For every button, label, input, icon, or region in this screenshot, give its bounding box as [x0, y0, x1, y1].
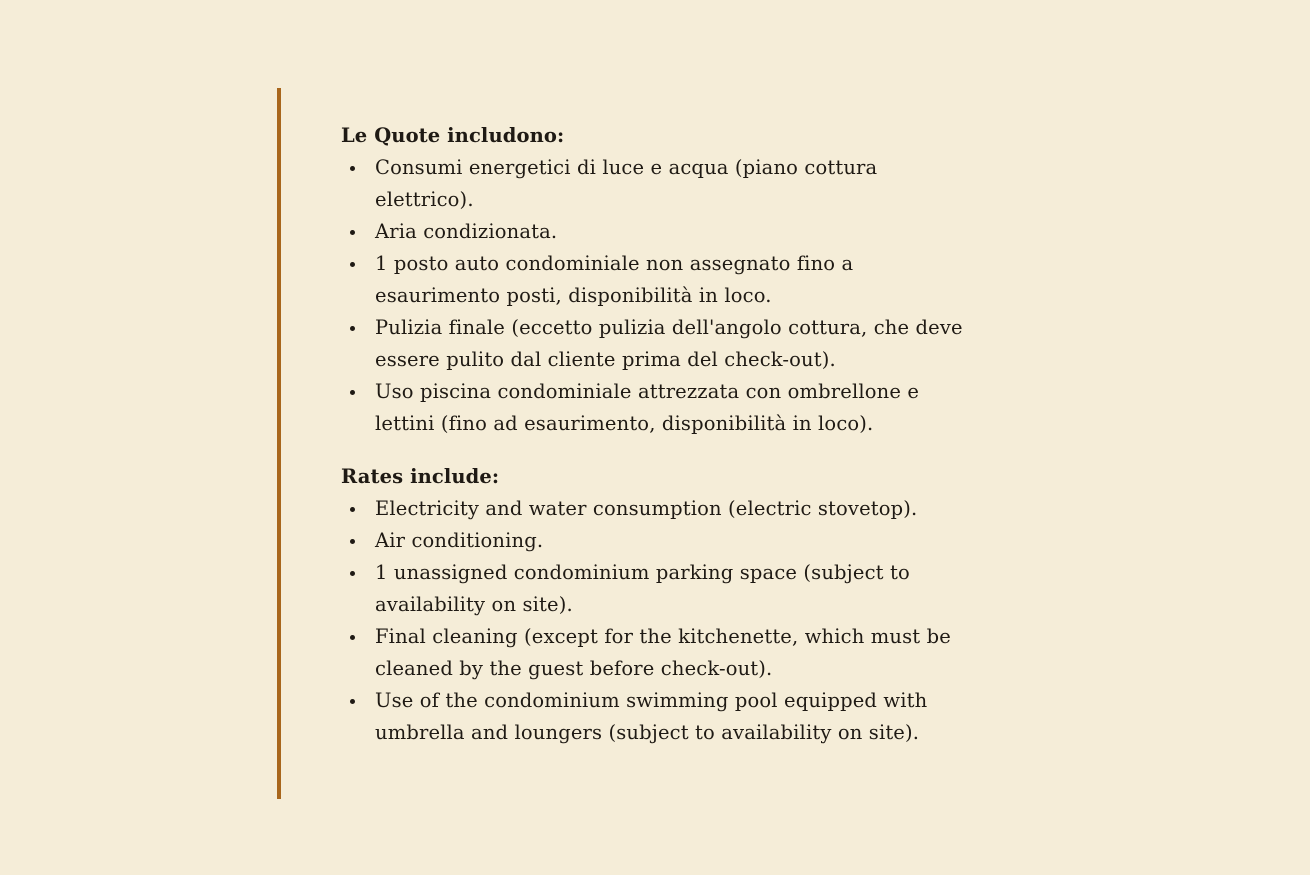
accent-bar: [277, 88, 281, 799]
list-item: [341, 312, 981, 376]
list-item: [341, 557, 981, 621]
list-item: [341, 376, 981, 440]
list-item-text: Aria condizionata.: [375, 220, 558, 243]
section-title-italian: Le Quote includono:: [341, 124, 565, 147]
bullet-icon: [350, 699, 355, 704]
list-item: [341, 493, 981, 525]
bullet-icon: [350, 507, 355, 512]
list-item-text: Consumi energetici di luce e acqua (piano cottura elettrico).: [375, 156, 878, 211]
list-item-text: Pulizia finale (eccetto pulizia dell'angolo cottura, che deve essere pulito dal cliente prima del check-out).: [375, 316, 963, 371]
bullet-icon: [350, 262, 355, 267]
rates-info: [341, 120, 981, 749]
bullet-icon: [350, 539, 355, 544]
bullet-icon: [350, 635, 355, 640]
list-item: [341, 248, 981, 312]
bullet-icon: [350, 390, 355, 395]
list-item: [341, 216, 981, 248]
list-item-text: 1 unassigned condominium parking space (subject to availability on site).: [375, 561, 910, 616]
bullet-icon: [350, 230, 355, 235]
list-item-text: Electricity and water consumption (electric stovetop).: [375, 497, 918, 520]
bullet-icon: [350, 326, 355, 331]
section-italian: [341, 120, 981, 440]
section-english: [341, 461, 981, 749]
bullet-icon: [350, 571, 355, 576]
list-item-text: Use of the condominium swimming pool equipped with umbrella and loungers (subject to availability on site).: [375, 689, 928, 744]
list-item: [341, 621, 981, 685]
list-item-text: Final cleaning (except for the kitchenette, which must be cleaned by the guest before check-out).: [375, 625, 951, 680]
list-item: [341, 152, 981, 216]
list-italian: [341, 152, 981, 440]
list-item: [341, 685, 981, 749]
list-item-text: Air conditioning.: [375, 529, 544, 552]
list-item-text: Uso piscina condominiale attrezzata con ombrellone e lettini (fino ad esaurimento, disponibilità in loco).: [375, 380, 920, 435]
list-item-text: 1 posto auto condominiale non assegnato fino a esaurimento posti, disponibilità in loco.: [375, 252, 854, 307]
bullet-icon: [350, 166, 355, 171]
list-english: [341, 493, 981, 749]
list-item: [341, 525, 981, 557]
section-title-english: Rates include:: [341, 465, 500, 488]
